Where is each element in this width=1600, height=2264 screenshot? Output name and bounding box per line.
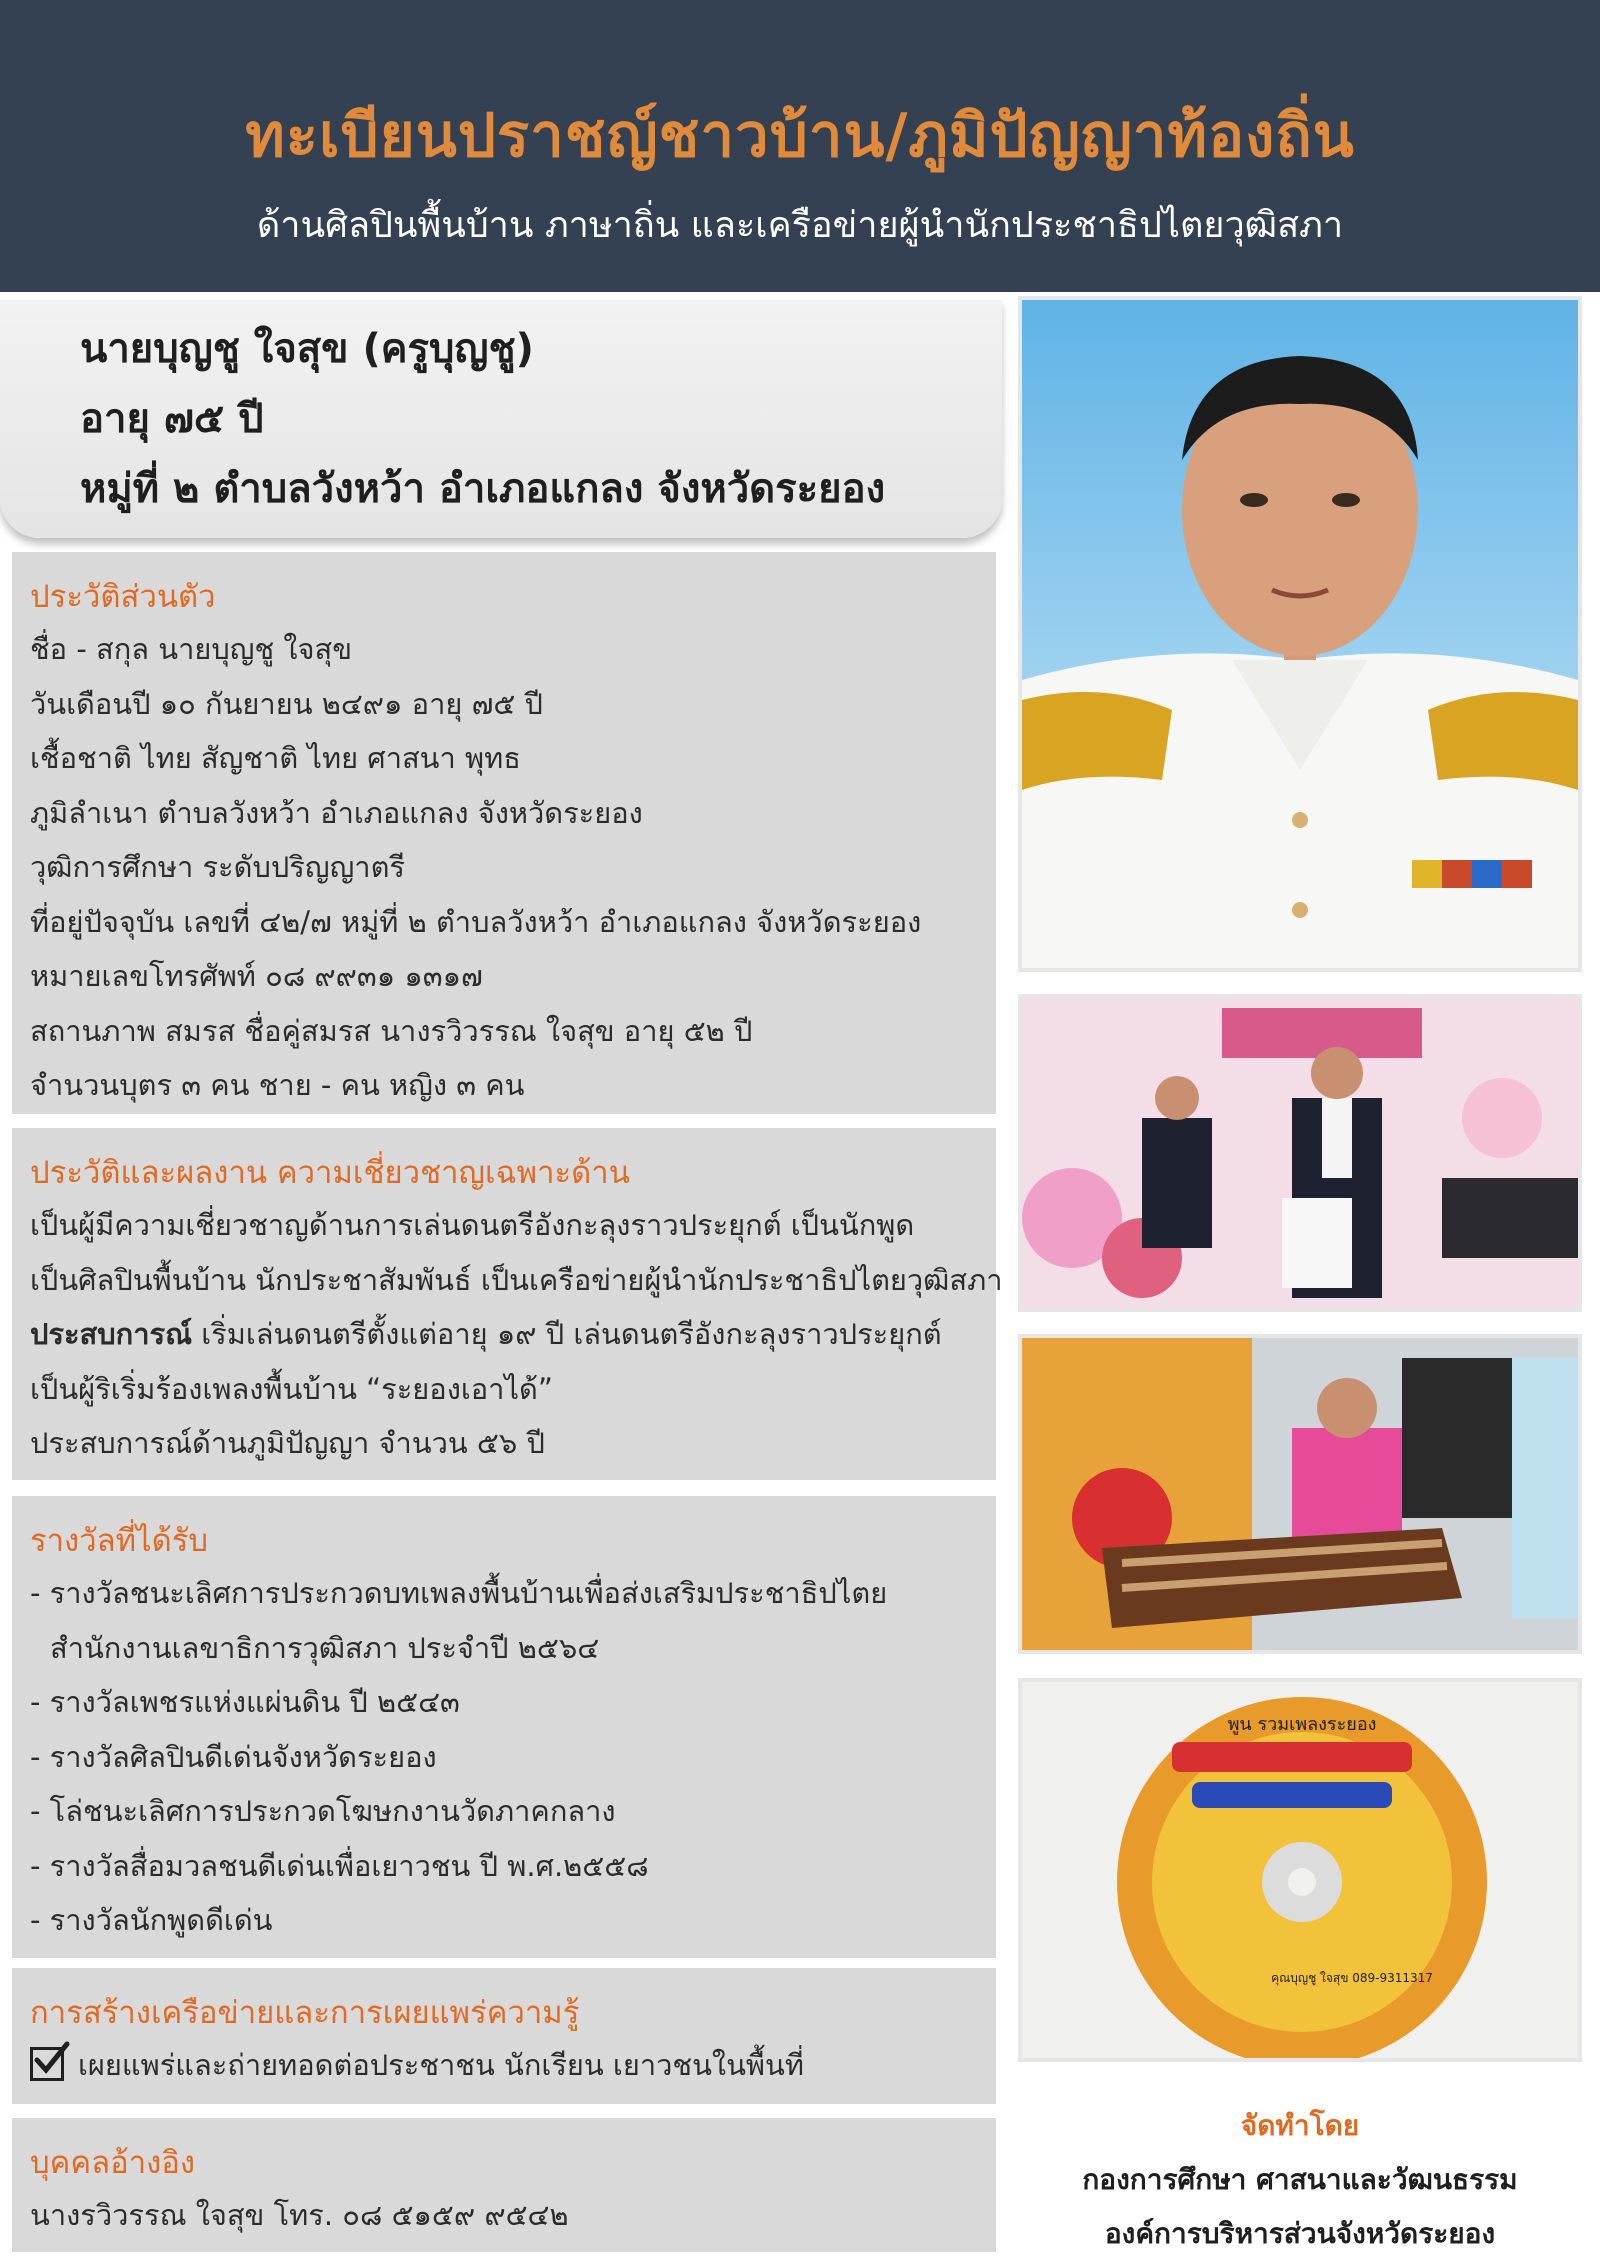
page-subtitle: ด้านศิลปินพื้นบ้าน ภาษาถิ่น และเครือข่ายผู้นำนักประชาธิปไตยวุฒิสภา [256,205,1344,246]
award-item: - รางวัลศิลปินดีเด่นจังหวัดระยอง [30,1739,437,1774]
award-item: สำนักงานเลขาธิการวุฒิสภา ประจำปี ๒๕๖๔ [50,1630,600,1665]
person-name: นายบุญชู ใจสุข (ครูบุญชู) [80,326,534,372]
reference-section [12,2118,996,2252]
award-item: - รางวัลนักพูดดีเด่น [30,1903,273,1937]
bio-section [12,552,996,1118]
bio-line: ชื่อ - สกุล นายบุญชู ใจสุข [30,632,353,666]
network-section [12,1968,996,2104]
page-title: ทะเบียนปราชญ์ชาวบ้าน/ภูมิปัญญาท้องถิ่น [245,101,1355,171]
cd-title-text: พูน รวมเพลงระยอง [1227,1714,1377,1735]
portrait-illustration [1022,300,1578,968]
credit-block [1018,2104,1582,2254]
performance-photo-singing [1018,994,1582,1312]
credit-label: จัดทำโดย [1240,2109,1360,2142]
person-age: อายุ ๗๕ ปี [80,396,264,442]
credit-org-1: กองการศึกษา ศาสนาและวัฒนธรรม [1082,2163,1518,2196]
reference-heading: บุคคลอ้างอิง [30,2145,196,2181]
awards-section [12,1496,996,1958]
expertise-line: เป็นศิลปินพื้นบ้าน นักประชาสัมพันธ์ เป็นเครือข่ายผู้นำนักประชาธิปไตยวุฒิสภา [30,1262,1003,1297]
award-item: - รางวัลเพชรแห่งแผ่นดิน ปี ๒๕๔๓ [30,1685,460,1719]
network-item-text: เผยแพร่และถ่ายทอดต่อประชาชน นักเรียน เยาวชนในพื้นที่ [78,2048,804,2082]
bio-line: วันเดือนปี ๑๐ กันยายน ๒๔๙๑ อายุ ๗๕ ปี [30,686,543,721]
cd-contact-text: คุณบุญชู ใจสุข 089-9311317 [1271,1971,1433,1985]
network-heading: การสร้างเครือข่ายและการเผยแพร่ความรู้ [30,1995,580,2031]
performance-illustration [1022,998,1578,1308]
bio-line: หมายเลขโทรศัพท์ ๐๘ ๙๙๓๑ ๑๓๑๗ [30,959,483,993]
bio-heading: ประวัติส่วนตัว [30,579,216,615]
expertise-line: เป็นผู้มีความเชี่ยวชาญด้านการเล่นดนตรีอังกะลุงราวประยุกต์ เป็นนักพูด [30,1208,915,1242]
page-header [0,0,1600,292]
award-item: - โล่ชนะเลิศการประกวดโฆษกงานวัดภาคกลาง [30,1794,616,1828]
credit-org-2: องค์การบริหารส่วนจังหวัดระยอง [1104,2217,1496,2250]
expertise-heading: ประวัติและผลงาน ความเชี่ยวชาญเฉพาะด้าน [30,1155,630,1191]
bio-line: ภูมิลำเนา ตำบลวังหว้า อำเภอแกลง จังหวัดระยอง [30,795,643,830]
award-item: - รางวัลชนะเลิศการประกวดบทเพลงพื้นบ้านเพื่อส่งเสริมประชาธิปไตย [30,1576,888,1610]
bio-line: เชื้อชาติ ไทย สัญชาติ ไทย ศาสนา พุทธ [30,741,521,775]
network-item [30,2038,996,2093]
experience-label: ประสบการณ์ [30,1317,192,1351]
reference-line: นางรวิวรรณ ใจสุข โทร. ๐๘ ๕๑๕๙ ๙๕๔๒ [30,2198,569,2232]
bio-line: ที่อยู่ปัจจุบัน เลขที่ ๔๒/๗ หมู่ที่ ๒ ตำบลวังหว้า อำเภอแกลง จังหวัดระยอง [30,904,922,939]
award-item: - รางวัลสื่อมวลชนดีเด่นเพื่อเยาวชน ปี พ.ศ.๒๕๕๘ [30,1848,649,1883]
performance-photo-instrument [1018,1334,1582,1654]
instrument-illustration [1022,1338,1578,1650]
cd-album-photo [1018,1678,1582,2062]
expertise-line [30,1307,996,1362]
awards-heading: รางวัลที่ได้รับ [30,1523,209,1559]
experience-text: เริ่มเล่นดนตรีตั้งแต่อายุ ๑๙ ปี เล่นดนตรีอังกะลุงราวประยุกต์ [192,1317,942,1351]
cd-illustration [1022,1682,1578,2058]
portrait-photo [1018,296,1582,972]
expertise-line: เป็นผู้ริเริ่มร้องเพลงพื้นบ้าน “ระยองเอาได้” [30,1371,553,1406]
person-address: หมู่ที่ ๒ ตำบลวังหว้า อำเภอแกลง จังหวัดระยอง [80,466,886,512]
bio-line: จำนวนบุตร ๓ คน ชาย - คน หญิง ๓ คน [30,1068,525,1102]
checkbox-checked-icon [30,2047,64,2081]
expertise-line: ประสบการณ์ด้านภูมิปัญญา จำนวน ๕๖ ปี [30,1426,545,1460]
expertise-section [12,1128,1003,1480]
bio-line: สถานภาพ สมรส ชื่อคู่สมรส นางรวิวรรณ ใจสุข อายุ ๕๒ ปี [30,1013,753,1048]
person-card [0,300,1002,538]
bio-line: วุฒิการศึกษา ระดับปริญญาตรี [30,850,405,884]
